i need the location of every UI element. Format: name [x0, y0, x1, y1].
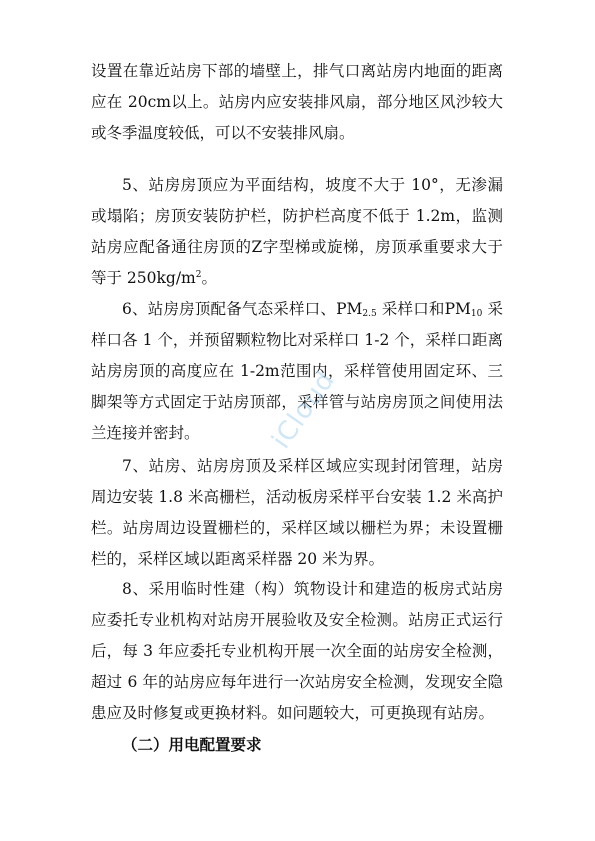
item-6-text-c: 采样口各 1 个，并预留颗粒物比对采样口 1-2 个，采样口距离站房房顶的高度应在 1-2m范围内，采样管使用固定环、三脚架等方式固定于站房顶部，采样管与站房房顶之间使用法兰连接并密封。	[91, 300, 503, 442]
item-5-end: 。	[201, 269, 217, 287]
item-6-subscript-pm25: 2.5	[362, 309, 377, 319]
item-6-text-a: 6、站房房顶配备气态采样口、PM	[122, 300, 363, 318]
section-heading-power: （二）用电配置要求	[122, 736, 262, 754]
item-5-text: 5、站房房顶应为平面结构，坡度不大于 10°，无渗漏或塌陷；房顶安装防护栏，防护栏高度不低于 1.2m，监测站房应配备通往房顶的Z字型梯或旋梯，房顶承重要求大于等于 250kg/m	[91, 176, 503, 287]
paragraph-item-5	[91, 170, 503, 294]
paragraph-exhaust: 设置在靠近站房下部的墙壁上，排气口离站房内地面的距离应在 20cm以上。站房内应安装排风扇，部分地区风沙较大或冬季温度较低，可以不安装排风扇。	[91, 62, 503, 142]
item-5-superscript: 2	[195, 270, 202, 280]
item-6-subscript-pm10: 10	[470, 309, 483, 319]
paragraph-item-7: 7、站房、站房房顶及采样区域应实现封闭管理，站房周边安装 1.8 米高栅栏，活动板房采样平台安装 1.2 米高护栏。站房周边设置栅栏的，采样区域以栅栏为界；未设置栅栏的，采样区域以距离采样器 20 米为界。	[91, 457, 503, 568]
paragraph-item-8: 8、采用临时性建（构）筑物设计和建造的板房式站房应委托专业机构对站房开展验收及安全检测。站房正式运行后，每 3 年应委托专业机构开展一次全面的站房安全检测，超过 6 年的站房应每年进行一次站房安全检测，发现安全隐患应及时修复或更换材料。如问题较大，可更换现有站房。	[91, 580, 503, 722]
item-6-text-b: 采样口和PM	[376, 300, 471, 318]
watermark-logo: iCloud	[266, 365, 342, 455]
